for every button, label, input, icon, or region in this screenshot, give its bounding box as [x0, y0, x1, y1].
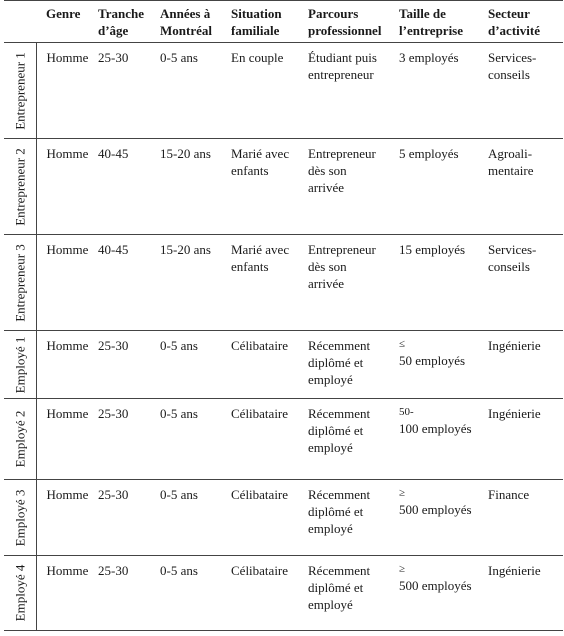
- cell-parcours-line: employé: [308, 597, 353, 612]
- cell-secteur-line: Finance: [488, 487, 530, 502]
- row-label-cell: [4, 235, 36, 331]
- header-secteur: Secteur d’activité: [488, 6, 540, 38]
- cell-situation-line: Marié avec: [231, 146, 290, 161]
- header-annees: Années à Montréal: [160, 6, 212, 38]
- cell-situation-line: En couple: [231, 50, 284, 65]
- cell-situation-line: enfants: [231, 163, 269, 178]
- profile-table: [4, 0, 563, 631]
- cell-annees: [160, 235, 231, 331]
- cell-parcours-line: entrepreneur: [308, 67, 374, 82]
- cell-secteur-line: Ingénierie: [488, 563, 541, 578]
- row-label: Employé 2: [12, 410, 28, 468]
- cell-annees-text: 0-5 ans: [160, 563, 198, 578]
- cell-tranche: [98, 235, 160, 331]
- row-label: Employé 1: [12, 336, 28, 393]
- row-label: Employé 3: [12, 489, 28, 546]
- cell-situation-line: Célibataire: [231, 563, 289, 578]
- cell-annees-text: 0-5 ans: [160, 50, 198, 65]
- row-label-cell: [4, 480, 36, 556]
- cell-taille-line: 15 employés: [399, 242, 466, 257]
- cell-taille-line: ≤: [399, 338, 406, 350]
- cell-situation-line: Marié avec: [231, 242, 290, 257]
- cell-situation-line: Célibataire: [231, 338, 289, 353]
- cell-annees: [160, 399, 231, 480]
- cell-secteur-line: mentaire: [488, 163, 534, 178]
- cell-parcours-line: arrivée: [308, 180, 345, 195]
- table-row: [4, 480, 563, 556]
- row-label-cell: [4, 556, 36, 631]
- cell-annees: [160, 331, 231, 399]
- cell-genre-text: Homme: [46, 563, 89, 578]
- cell-tranche: [98, 43, 160, 139]
- cell-secteur-line: Agroali-: [488, 146, 533, 161]
- header-taille: Taille de l’entreprise: [399, 6, 464, 38]
- cell-parcours: [308, 235, 399, 331]
- cell-secteur: [488, 139, 563, 235]
- cell-taille-line: 500 employés: [399, 578, 472, 593]
- cell-parcours-line: diplômé et: [308, 504, 364, 519]
- cell-genre: [36, 235, 98, 331]
- cell-parcours: [308, 139, 399, 235]
- cell-tranche-text: 40-45: [98, 146, 129, 161]
- row-label-cell: [4, 399, 36, 480]
- cell-parcours-line: arrivée: [308, 276, 345, 291]
- cell-genre: [36, 399, 98, 480]
- row-label-cell: [4, 331, 36, 399]
- cell-situation: [231, 331, 308, 399]
- cell-tranche-text: 25-30: [98, 487, 129, 502]
- cell-parcours-line: Récemment: [308, 563, 371, 578]
- cell-tranche-text: 25-30: [98, 406, 129, 421]
- cell-secteur: [488, 43, 563, 139]
- table-row: [4, 235, 563, 331]
- cell-taille-line: 50-: [399, 406, 414, 418]
- cell-annees: [160, 139, 231, 235]
- header-empty: [4, 1, 36, 43]
- cell-taille: [399, 480, 488, 556]
- cell-taille-line: 500 employés: [399, 502, 472, 517]
- cell-parcours-line: dès son: [308, 259, 347, 274]
- cell-tranche: [98, 399, 160, 480]
- table-row: [4, 139, 563, 235]
- cell-situation: [231, 480, 308, 556]
- cell-tranche-text: 25-30: [98, 338, 129, 353]
- cell-annees: [160, 556, 231, 631]
- row-label: Entrepreneur 2: [12, 147, 28, 226]
- table-row: [4, 399, 563, 480]
- cell-taille: [399, 43, 488, 139]
- cell-taille: [399, 556, 488, 631]
- cell-parcours-line: diplômé et: [308, 580, 364, 595]
- cell-genre-text: Homme: [46, 242, 89, 257]
- cell-parcours-line: employé: [308, 372, 353, 387]
- cell-parcours-line: Récemment: [308, 338, 371, 353]
- cell-parcours-line: Entrepreneur: [308, 242, 376, 257]
- cell-genre-text: Homme: [46, 487, 89, 502]
- cell-annees: [160, 480, 231, 556]
- cell-situation-line: Célibataire: [231, 406, 289, 421]
- cell-taille-line: 3 employés: [399, 50, 459, 65]
- cell-situation-line: Célibataire: [231, 487, 289, 502]
- header-genre: Genre: [46, 6, 81, 21]
- cell-genre: [36, 480, 98, 556]
- cell-taille: [399, 139, 488, 235]
- cell-genre-text: Homme: [46, 146, 89, 161]
- cell-situation: [231, 43, 308, 139]
- table-row: [4, 556, 563, 631]
- cell-parcours-line: diplômé et: [308, 355, 364, 370]
- cell-tranche: [98, 139, 160, 235]
- cell-secteur-line: Ingénierie: [488, 406, 541, 421]
- cell-parcours: [308, 43, 399, 139]
- row-label-cell: [4, 139, 36, 235]
- cell-secteur-line: conseils: [488, 67, 530, 82]
- cell-parcours-line: Étudiant puis: [308, 50, 377, 65]
- cell-taille-line: 5 employés: [399, 146, 459, 161]
- cell-annees-text: 15-20 ans: [160, 146, 211, 161]
- cell-parcours-line: Entrepreneur: [308, 146, 376, 161]
- header-tranche: Tranche d’âge: [98, 6, 144, 38]
- cell-genre: [36, 331, 98, 399]
- cell-parcours: [308, 480, 399, 556]
- cell-parcours: [308, 556, 399, 631]
- cell-situation: [231, 399, 308, 480]
- cell-annees-text: 0-5 ans: [160, 338, 198, 353]
- cell-tranche: [98, 556, 160, 631]
- cell-genre: [36, 43, 98, 139]
- row-label: Entrepreneur 1: [12, 51, 28, 130]
- row-label: Entrepreneur 3: [12, 243, 28, 322]
- cell-taille-line: 100 employés: [399, 421, 472, 436]
- cell-parcours: [308, 399, 399, 480]
- cell-secteur-line: conseils: [488, 259, 530, 274]
- cell-annees-text: 15-20 ans: [160, 242, 211, 257]
- cell-situation: [231, 556, 308, 631]
- cell-taille-line: 50 employés: [399, 353, 466, 368]
- cell-situation: [231, 235, 308, 331]
- row-label: Employé 4: [12, 564, 28, 622]
- cell-genre-text: Homme: [46, 50, 89, 65]
- cell-genre-text: Homme: [46, 406, 89, 421]
- cell-taille: [399, 331, 488, 399]
- cell-situation-line: enfants: [231, 259, 269, 274]
- cell-genre: [36, 556, 98, 631]
- cell-secteur: [488, 235, 563, 331]
- cell-parcours: [308, 331, 399, 399]
- cell-taille: [399, 399, 488, 480]
- cell-secteur-line: Ingénierie: [488, 338, 541, 353]
- cell-parcours-line: employé: [308, 521, 353, 536]
- cell-annees-text: 0-5 ans: [160, 487, 198, 502]
- cell-tranche-text: 25-30: [98, 563, 129, 578]
- cell-secteur: [488, 399, 563, 480]
- header-row: [4, 1, 563, 43]
- cell-parcours-line: dès son: [308, 163, 347, 178]
- cell-secteur: [488, 331, 563, 399]
- cell-genre-text: Homme: [46, 338, 89, 353]
- cell-annees: [160, 43, 231, 139]
- cell-tranche-text: 40-45: [98, 242, 129, 257]
- cell-taille-line: ≥: [399, 487, 406, 499]
- header-parcours: Parcours professionnel: [308, 6, 382, 38]
- cell-annees-text: 0-5 ans: [160, 406, 198, 421]
- cell-secteur-line: Services-: [488, 50, 537, 65]
- cell-parcours-line: employé: [308, 440, 353, 455]
- row-label-cell: [4, 43, 36, 139]
- table-row: [4, 43, 563, 139]
- cell-parcours-line: diplômé et: [308, 423, 364, 438]
- cell-tranche: [98, 480, 160, 556]
- cell-genre: [36, 139, 98, 235]
- table-row: [4, 331, 563, 399]
- cell-tranche-text: 25-30: [98, 50, 129, 65]
- cell-secteur: [488, 556, 563, 631]
- cell-taille: [399, 235, 488, 331]
- cell-tranche: [98, 331, 160, 399]
- cell-situation: [231, 139, 308, 235]
- cell-parcours-line: Récemment: [308, 487, 371, 502]
- cell-parcours-line: Récemment: [308, 406, 371, 421]
- cell-secteur: [488, 480, 563, 556]
- cell-secteur-line: Services-: [488, 242, 537, 257]
- cell-taille-line: ≥: [399, 563, 406, 575]
- header-situation: Situation familiale: [231, 6, 282, 38]
